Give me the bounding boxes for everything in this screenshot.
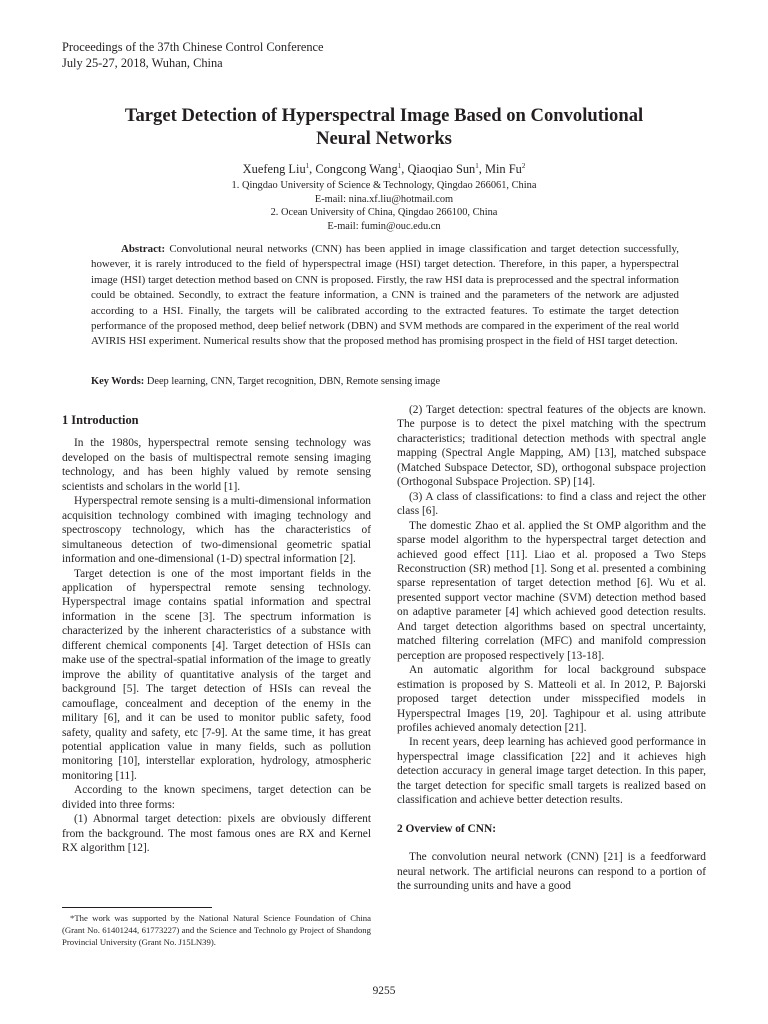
paragraph: The domestic Zhao et al. applied the St OMP algorithm and the sparse model algorithm to the hyperspectral target detection and achieved good effect [11]. Liao et al. proposed a Two Steps Reconstruction (SR) method [1]. Song et al. presented a combining sparse representation of target detection method [6]. Wu et al. presented support vector machine (SVM) detection method based on adaptive parameter [4] which achieved good detection results. And target detection algorithms based on spectral uncertainty, matched filtering correlation (MFC) and manifold compression perception are proposed respectively [13-18]. (397, 519, 706, 662)
paragraph: The convolution neural network (CNN) [21] is a feedforward neural network. The artificial neurons can respond to a portion of the surrounding units and have a good (397, 851, 706, 893)
keywords-label: Key Words: (91, 376, 145, 387)
conference-date-location: July 25-27, 2018, Wuhan, China (62, 56, 223, 70)
paper-title (40, 104, 728, 150)
paragraph: (2) Target detection: spectral features of the objects are known. The purpose is to detect the pixel matching with the spectrum characteristics; traditional detection methods with spectral angle mapping (Spectral Angle Mapping, AM) [13], matched subspace (Matched Subspace Detector, SD), orthogonal subspace projection (Orthogonal Subspace Projection. SP) [14]. (397, 404, 706, 489)
affiliation-1: 1. Qingdao University of Science & Technology, Qingdao 266061, China (231, 180, 537, 191)
author-list: Xuefeng Liu$^1$, Congcong Wang$^1$, Qiaoqiao Sun$^1$, Min Fu$^2$ (242, 161, 526, 176)
conference-header (62, 39, 324, 71)
abstract-label: Abstract: (121, 243, 166, 255)
paper-title-line-2: Neural Networks (316, 128, 452, 149)
right-column (397, 403, 706, 894)
author-name: Qiaoqiao Sun (407, 162, 476, 176)
author-name: Congcong Wang (315, 162, 398, 176)
author-name: Xuefeng Liu (242, 162, 306, 176)
page-number: 9255 (372, 985, 396, 997)
paragraph: In recent years, deep learning has achieved good performance in hyperspectral image classification [22] and it achieves high detection accuracy in general image target detection. In this paper, the target detection for specific small targets is realized based on classification and achieve better detection results. (397, 736, 706, 807)
conference-name: Proceedings of the 37th Chinese Control Conference (62, 40, 324, 54)
paragraph: Target detection is one of the most important fields in the application of hyperspectral remote sensing technology. Hyperspectral image contains spatial information and spectral information in the scene [3]. The spectrum information is characterized by the inherent characteristics of a substance with different chemical components [4]. Target detection of HSIs can make use of the spectral-spatial information of the image to greatly improve the ability of quantitative analysis of the target and background [5]. The target detection of HSIs can reveal the camouflage, concealment and deception of the enemy in the military [6], and it can be used to monitor public safety, food safety, quality and safety, etc [7-9]. At the same time, it has great potential application value in many fields, such as pollution monitoring [10], interstellar exploration, hydrology, atmospheric monitoring [11]. (62, 567, 371, 782)
keywords (91, 375, 440, 389)
footnote-divider (62, 907, 212, 908)
paragraph: An automatic algorithm for local background subspace estimation is proposed by S. Matteoli et al. In 2012, P. Bajorski proposed target detection under misspecified models in Hyperspectral Images [19, 20]. Taghipour et al. using attribute profiles achieved anomaly detection [21]. (397, 664, 706, 734)
paragraph: According to the known specimens, target detection can be divided into three forms: (62, 784, 371, 811)
author-affiliation-mark: 1 (475, 161, 479, 170)
author-affiliation-mark: 1 (305, 161, 310, 170)
keywords-text: Deep learning, CNN, Target recognition, DBN, Remote sensing image (146, 376, 441, 387)
abstract (91, 242, 679, 350)
section-heading-introduction: 1 Introduction (62, 413, 139, 427)
footnote: *The work was supported by the National Natural Science Foundation of China (Grant No. 61401244, 61773227) and the Science and Technolo gy Project of Shandong Provincial University (Grant No. J15LN39). (62, 913, 371, 947)
paragraph: (1) Abnormal target detection: pixels are obviously different from the background. The most famous ones are RX and Kernel RX algorithm [12]. (62, 813, 371, 855)
paragraph: Hyperspectral remote sensing is a multi-dimensional information acquisition technology combined with imaging technology and spectroscopy technology, which has the characteristics of simultaneous detection of two-dimensional geometric spatial information and one-dimensional (1-D) spectral information [2]. (62, 495, 371, 566)
paper-title-line-1: Target Detection of Hyperspectral Image Based on Convolutional (124, 105, 644, 126)
affiliation-1-email: E-mail: nina.xf.liu@hotmail.com (314, 194, 454, 205)
author-name: Min Fu (484, 162, 522, 176)
author-affiliation-mark: 1 (397, 161, 402, 170)
paragraph: In the 1980s, hyperspectral remote sensing technology was developed on the basis of multispectral remote sensing imaging technology, and has been highly valued by remote sensing scientists and scholars in the world [1]. (62, 437, 371, 493)
affiliation-2: 2. Ocean University of China, Qingdao 266100, China (270, 207, 498, 218)
left-column (62, 413, 371, 856)
author-affiliation-mark: 2 (521, 161, 526, 170)
section-heading-cnn-overview: 2 Overview of CNN: (397, 822, 497, 835)
affiliation-2-email: E-mail: fumin@ouc.edu.cn (327, 221, 441, 232)
abstract-text: Convolutional neural networks (CNN) has been applied in image classification and target detection successfully, however, it is rarely introduced to the field of hyperspectral image (HSI) target detection. Therefore, in this paper, a hyperspectral image (HSI) target detection method based on CNN is proposed. Firstly, the raw HSI data is preprocessed and the spectral information could be obtained. Secondly, to extract the feature information, a CNN is trained and the parameters of the network are adjusted according to a HSI. Finally, the targets will be calibrated according to the extracted features. To estimate the target detection performance of the proposed method, deep belief network (DBN) and SVM methods are compared in the experiment of the real world AVIRIS HSI experiment. Numerical results show that the proposed method has promising prospect in the field of HSI target detection. (91, 243, 679, 348)
paragraph: (3) A class of classifications: to find a class and reject the other class [6]. (397, 490, 706, 518)
